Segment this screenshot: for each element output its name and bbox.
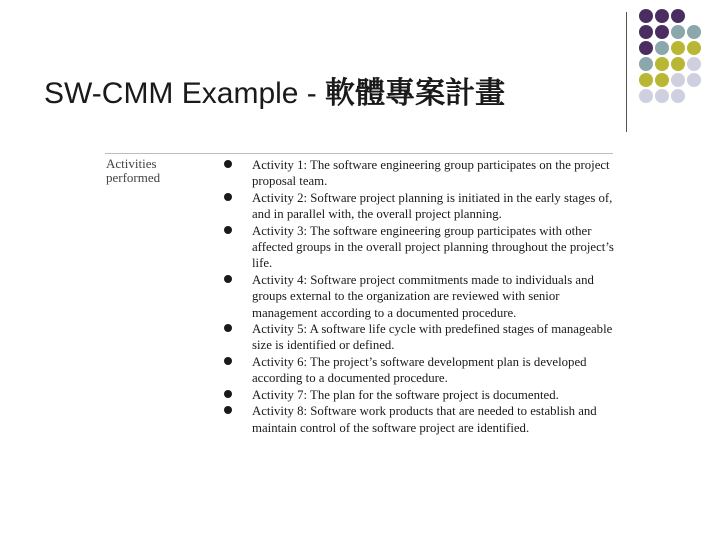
bullet-icon (224, 275, 232, 283)
bullet-icon (224, 390, 232, 398)
activity-item (222, 157, 614, 190)
activity-item (222, 354, 614, 387)
decorative-dot (687, 25, 701, 39)
decorative-dot (671, 9, 685, 23)
decorative-dot (655, 41, 669, 55)
activity-text: Activity 6: The project’s software development plan is developed according to a documented procedure. (252, 354, 587, 386)
decorative-dot (671, 25, 685, 39)
decorative-dot (671, 89, 685, 103)
decorative-dot (687, 73, 701, 87)
activity-text: Activity 5: A software life cycle with predefined stages of manageable size is identified or defined. (252, 322, 613, 353)
activity-item (222, 321, 614, 354)
activity-item (222, 272, 614, 321)
decorative-dot (671, 41, 685, 55)
decorative-dot (687, 57, 701, 71)
activity-text: Activity 2: Software project planning is initiated in the early stages of, and in parallel with, the overall project planning. (252, 190, 613, 222)
decorative-dot (639, 41, 653, 55)
activity-item (222, 223, 614, 272)
decorative-dot (639, 9, 653, 23)
bullet-icon (224, 193, 232, 201)
activity-text: Activity 8: Software work products that are needed to establish and maintain control of the software project are identified. (252, 404, 597, 435)
decorative-dot (655, 73, 669, 87)
activity-text: Activity 7: The plan for the software project is documented. (252, 387, 559, 402)
activity-item (222, 190, 614, 223)
decorative-divider (626, 12, 627, 132)
decorative-dot (655, 9, 669, 23)
activity-text: Activity 4: Software project commitments made to individuals and groups external to the organization are reviewed with senior management according to a documented procedure. (252, 272, 594, 320)
decorative-dot (639, 57, 653, 71)
bullet-icon (224, 406, 232, 414)
decorative-dot (671, 57, 685, 71)
decorative-dot (655, 57, 669, 71)
decorative-dot (655, 89, 669, 103)
activity-list (222, 157, 614, 436)
bullet-icon (224, 226, 232, 234)
decorative-dot (639, 89, 653, 103)
activity-item (222, 387, 614, 403)
decorative-dot (639, 25, 653, 39)
slide-title-cjk: 軟體專案計畫 (325, 76, 506, 111)
bullet-icon (224, 324, 232, 332)
activity-text: Activity 1: The software engineering group participates on the project proposal team. (252, 158, 610, 189)
section-label: Activities performed (106, 156, 161, 185)
slide-title-latin: SW-CMM Example - (44, 77, 326, 110)
decorative-dot (687, 41, 701, 55)
activity-text: Activity 3: The software engineering group participates with other affected groups in the overall project planning throughout the project’s life. (252, 223, 614, 271)
slide-title (44, 68, 505, 112)
decorative-dot (671, 73, 685, 87)
decorative-dot (655, 25, 669, 39)
table-top-rule (105, 153, 613, 154)
bullet-icon (224, 160, 232, 168)
decorative-dot (639, 73, 653, 87)
bullet-icon (224, 357, 232, 365)
activity-item (222, 403, 614, 436)
